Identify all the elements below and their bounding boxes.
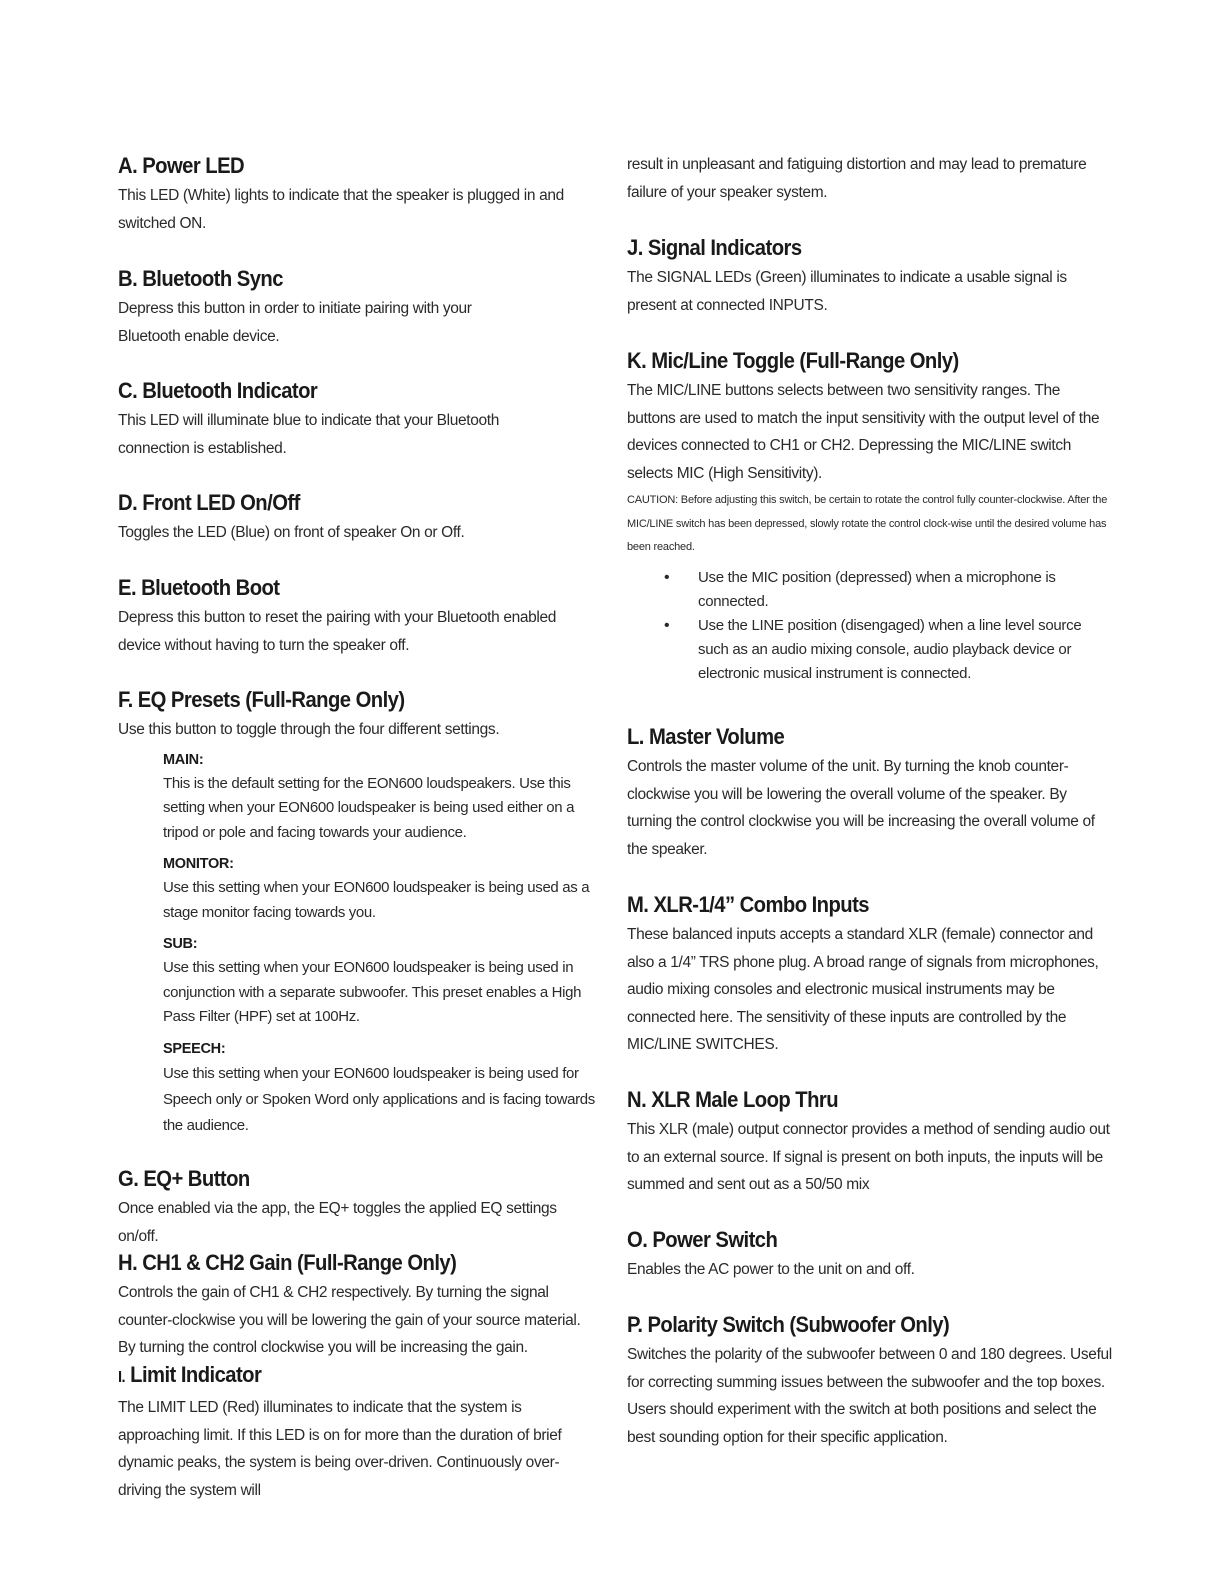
section-text: The LIMIT LED (Red) illuminates to indicate that the system is approaching limit. If this LED is on for more than the duration of brief dynamic peaks, the system is being over-driven. Continuously over-driving the system will: [118, 1399, 562, 1499]
section-loop-thru: [627, 1086, 1112, 1199]
section-heading: P. Polarity Switch (Subwoofer Only): [627, 1312, 950, 1337]
preset-name: MAIN:: [163, 751, 204, 768]
section-heading: J. Signal Indicators: [627, 235, 802, 260]
section-text: Enables the AC power to the unit on and off.: [627, 1261, 915, 1278]
section-heading: Limit Indicator: [130, 1362, 262, 1387]
section-text: These balanced inputs accepts a standard XLR (female) connector and also a 1/4” TRS phone plug. A broad range of signals from microphones, audio mixing consoles and electronic musical instruments may be connected here. The sensitivity of these inputs are controlled by the MIC/LINE SWITCHES.: [627, 926, 1099, 1053]
section-prefix: I.: [118, 1369, 126, 1386]
section-combo-inputs: [627, 891, 1112, 1059]
bullet-list: [627, 566, 1112, 686]
section-heading: H. CH1 & CH2 Gain (Full-Range Only): [118, 1250, 457, 1275]
section-heading: N. XLR Male Loop Thru: [627, 1087, 839, 1112]
section-text: Switches the polarity of the subwoofer between 0 and 180 degrees. Useful for correcting summing issues between the subwoofer and the top boxes. Users should experiment with the switch at both positions and select the best sounding option for their specific application.: [627, 1346, 1112, 1446]
section-bluetooth-indicator: [118, 377, 598, 462]
section-heading: E. Bluetooth Boot: [118, 575, 280, 600]
section-text: result in unpleasant and fatiguing distortion and may lead to premature failure of your speaker system.: [627, 156, 1087, 201]
section-master-volume: [627, 723, 1112, 863]
eq-preset-monitor: [163, 852, 598, 925]
section-bluetooth-boot: [118, 574, 598, 659]
section-text: This XLR (male) output connector provides a method of sending audio out to an external source. If signal is present on both inputs, the inputs will be summed and sent out as a 50/50 mix: [627, 1121, 1110, 1193]
section-text: The MIC/LINE buttons selects between two sensitivity ranges. The buttons are used to match the input sensitivity with the output level of the devices connected to CH1 or CH2. Depressing the MIC/LINE switch selects MIC (High Sensitivity).: [627, 382, 1100, 482]
section-text: Toggles the LED (Blue) on front of speaker On or Off.: [118, 524, 465, 541]
section-text: Controls the gain of CH1 & CH2 respectively. By turning the signal counter-clockwise you will be lowering the gain of your source material. By turning the control clockwise you will be increasing the gain.: [118, 1284, 581, 1356]
section-heading: K. Mic/Line Toggle (Full-Range Only): [627, 348, 959, 373]
list-item: • Use the LINE position (disengaged) when a line level source such as an audio mixing console, audio playback device or electronic musical instrument is connected.: [627, 614, 1112, 686]
section-heading: B. Bluetooth Sync: [118, 266, 283, 291]
bullet-icon: •: [664, 568, 670, 586]
section-power-led: [118, 152, 598, 237]
section-bluetooth-sync: [118, 265, 598, 350]
list-item: • Use the MIC position (depressed) when a microphone is connected.: [627, 566, 1112, 614]
section-heading: L. Master Volume: [627, 724, 785, 749]
section-heading: C. Bluetooth Indicator: [118, 378, 318, 403]
section-signal-indicators: [627, 234, 1112, 319]
bullet-icon: •: [664, 616, 670, 634]
preset-name: MONITOR:: [163, 856, 234, 872]
section-text: Use this button to toggle through the four different settings.: [118, 721, 500, 738]
section-text-line: Depress this button in order to initiate pairing with your: [118, 300, 472, 317]
section-front-led: [118, 489, 598, 547]
section-limit-indicator: [118, 1361, 598, 1504]
section-heading: F. EQ Presets (Full-Range Only): [118, 687, 405, 712]
section-polarity-switch: [627, 1311, 1112, 1451]
section-text: Controls the master volume of the unit. By turning the knob counter-clockwise you will be lowering the overall volume of the speaker. By turning the control clockwise you will be increasing the overall volume of the speaker.: [627, 758, 1095, 858]
section-power-switch: [627, 1226, 1112, 1284]
section-text: Once enabled via the app, the EQ+ toggles the applied EQ settings on/off.: [118, 1200, 557, 1245]
preset-text: Use this setting when your EON600 loudspeaker is being used as a stage monitor facing towards you.: [163, 879, 590, 921]
section-eq-plus-button: [118, 1165, 598, 1250]
section-text-line: This LED will illuminate blue to indicate that your Bluetooth: [118, 412, 499, 429]
eq-preset-sub: [163, 932, 598, 1030]
section-text: The SIGNAL LEDs (Green) illuminates to indicate a usable signal is present at connected INPUTS.: [627, 269, 1067, 314]
eq-preset-main: [163, 748, 598, 846]
section-text-line: connection is established.: [118, 439, 287, 457]
section-text: This LED (White) lights to indicate that the speaker is plugged in and switched ON.: [118, 187, 564, 232]
preset-text: This is the default setting for the EON600 loudspeakers. Use this setting when your EON600 loudspeaker is being used either on a tripod or pole and facing towards your audience.: [163, 774, 575, 841]
section-mic-line-toggle: [627, 347, 1112, 686]
section-heading: O. Power Switch: [627, 1227, 778, 1252]
preset-name: SUB:: [163, 936, 198, 952]
section-ch-gain: [118, 1249, 598, 1362]
section-heading: D. Front LED On/Off: [118, 490, 300, 515]
section-text: Depress this button to reset the pairing with your Bluetooth enabled device without having to turn the speaker off.: [118, 609, 557, 654]
preset-name: SPEECH:: [163, 1040, 226, 1057]
section-heading: A. Power LED: [118, 153, 245, 178]
section-heading: M. XLR-1/4” Combo Inputs: [627, 892, 870, 917]
eq-preset-speech: [163, 1037, 598, 1139]
caution-note: CAUTION: Before adjusting this switch, be certain to rotate the control fully counter-clockwise. After the MIC/LINE switch has been depressed, slowly rotate the control clock-wise until the desired volume has been reached.: [627, 494, 1108, 553]
section-limit-continued: [627, 151, 1112, 206]
section-eq-presets: [118, 686, 598, 1139]
preset-text: Use this setting when your EON600 loudspeaker is being used in conjunction with a separate subwoofer. This preset enables a High Pass Filter (HPF) set at 100Hz.: [163, 959, 582, 1025]
preset-text: Use this setting when your EON600 loudspeaker is being used for Speech only or Spoken Word only applications and is facing towards the audience.: [163, 1064, 595, 1134]
section-text-line: Bluetooth enable device.: [118, 327, 280, 345]
section-heading: G. EQ+ Button: [118, 1166, 250, 1191]
